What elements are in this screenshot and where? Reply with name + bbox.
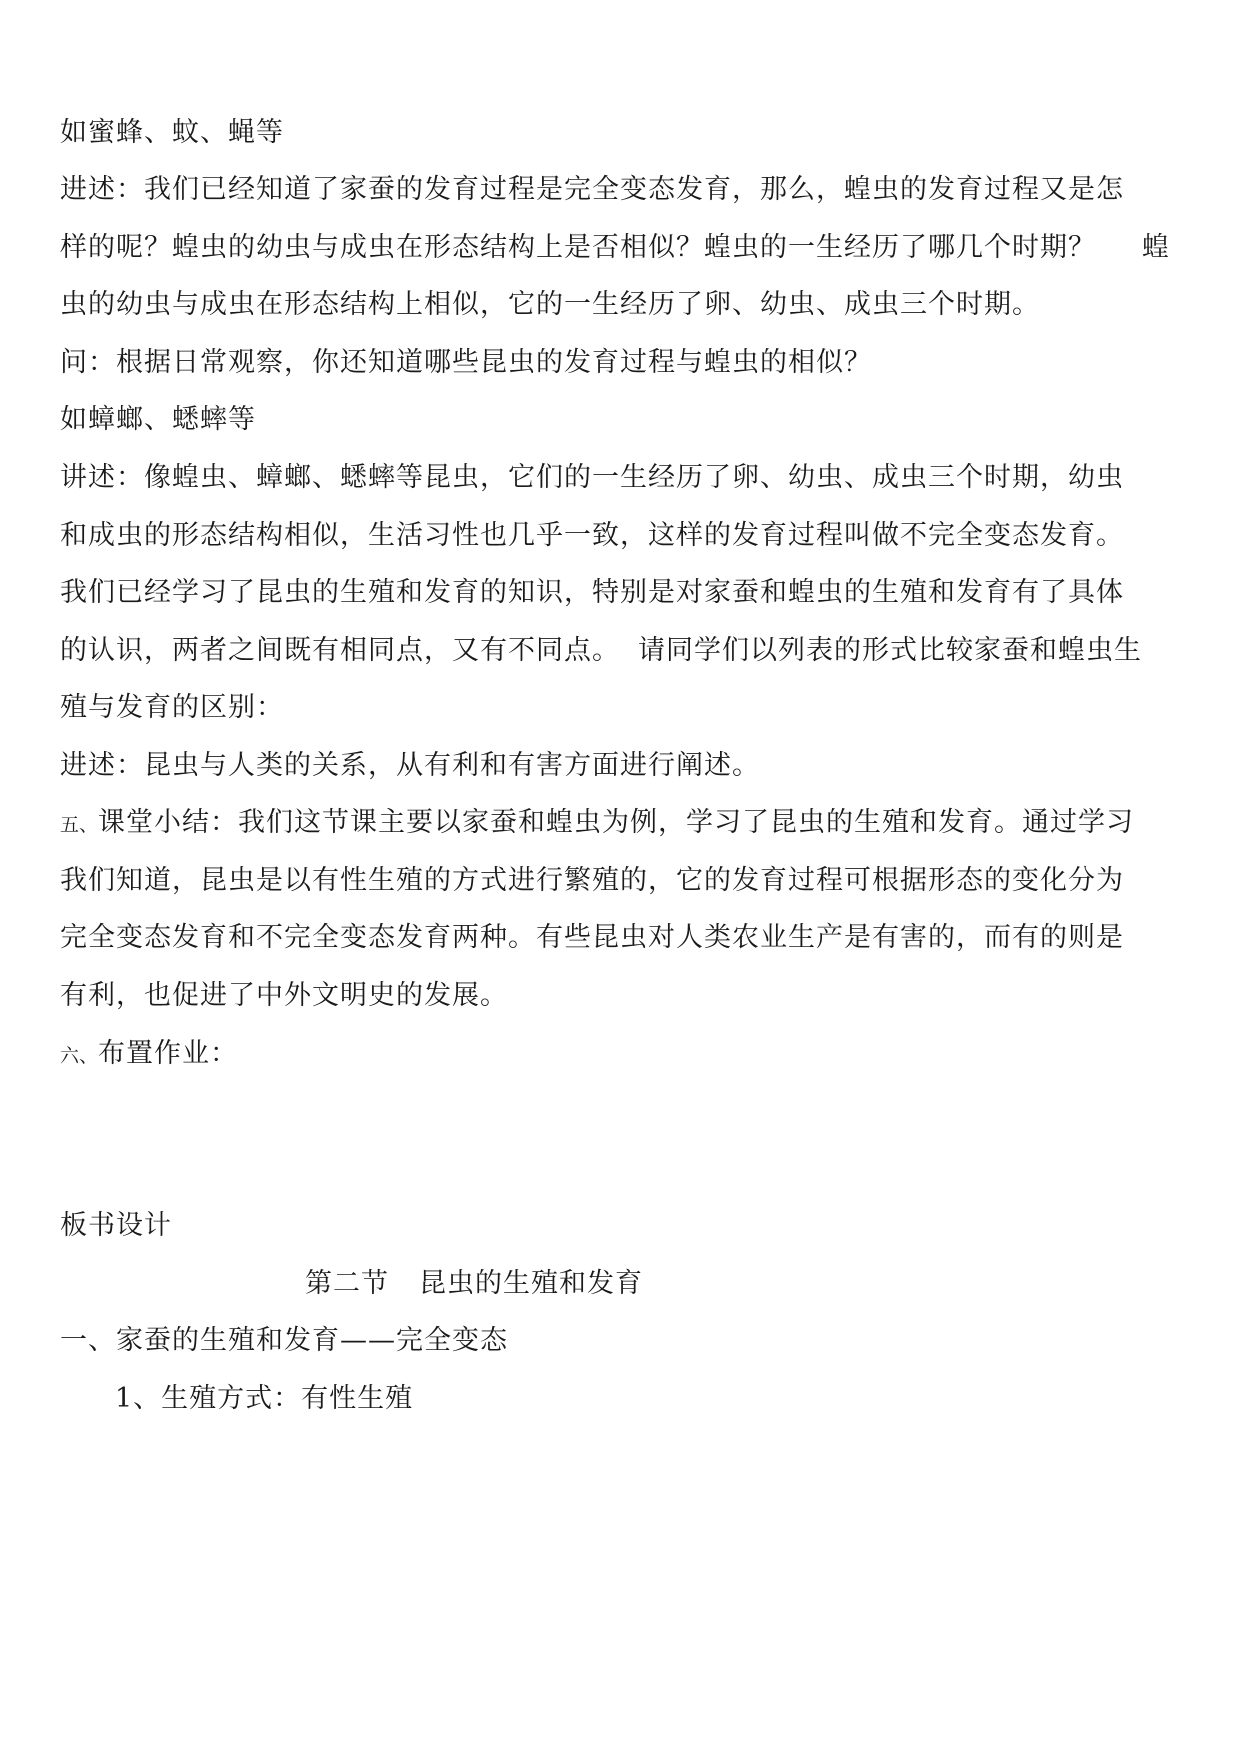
- line-text: 如蜜蜂、蚊、蝇等: [60, 117, 284, 148]
- text-line: [60, 575, 1124, 611]
- text-line: [60, 920, 1124, 956]
- line-text: 课堂小结：我们这节课主要以家蚕和蝗虫为例，学习了昆虫的生殖和发育。通过学习: [98, 807, 1135, 838]
- text-line: [60, 115, 284, 151]
- line-text: 1、生殖方式：有性生殖: [115, 1383, 414, 1414]
- text-line: [60, 863, 1124, 899]
- text-line: [60, 460, 1124, 496]
- text-line: [60, 518, 1124, 554]
- line-text: 布置作业：: [98, 1038, 239, 1069]
- section-title: [305, 1266, 643, 1302]
- line-text: 虫的幼虫与成虫在形态结构上相似，它的一生经历了卵、幼虫、成虫三个时期。: [60, 289, 1040, 320]
- line-text: 和成虫的形态结构相似，生活习性也几乎一致，这样的发育过程叫做不完全变态发育。: [60, 520, 1124, 551]
- section-label: 第二节: [305, 1268, 389, 1299]
- line-text: 板书设计: [60, 1210, 172, 1241]
- line-text: 进述：我们已经知道了家蚕的发育过程是完全变态发育，那么，蝗虫的发育过程又是怎: [60, 174, 1124, 205]
- section-number: 五、: [60, 814, 99, 836]
- outline-item: [60, 1323, 508, 1359]
- line-text: 我们已经学习了昆虫的生殖和发育的知识，特别是对家蚕和蝗虫的生殖和发育有了具体: [60, 577, 1124, 608]
- line-text-end: 蝗: [1142, 232, 1170, 263]
- line-text: 如蟑螂、蟋蟀等: [60, 404, 256, 435]
- section-number: 六、: [60, 1045, 99, 1067]
- text-line: [60, 287, 1040, 323]
- line-text: 进述：昆虫与人类的关系，从有利和有害方面进行阐述。: [60, 750, 760, 781]
- text-line: [60, 690, 284, 726]
- line-text: 请同学们以列表的形式比较家蚕和蝗虫生: [638, 635, 1142, 666]
- line-text: 一、家蚕的生殖和发育——完全变态: [60, 1325, 508, 1356]
- line-text: 有利，也促进了中外文明史的发展。: [60, 980, 508, 1011]
- line-text: 的认识，两者之间既有相同点，又有不同点。: [60, 635, 620, 666]
- text-line: [60, 1036, 238, 1074]
- text-line: [60, 748, 760, 784]
- text-line: [60, 345, 872, 381]
- line-text: 完全变态发育和不完全变态发育两种。有些昆虫对人类农业生产是有害的，而有的则是: [60, 922, 1124, 953]
- text-line: [60, 805, 1134, 843]
- line-text: 样的呢？蝗虫的幼虫与成虫在形态结构上是否相似？蝗虫的一生经历了哪几个时期？: [60, 232, 1096, 263]
- text-line: [60, 172, 1124, 208]
- line-text: 问：根据日常观察，你还知道哪些昆虫的发育过程与蝗虫的相似？: [60, 347, 872, 378]
- text-line: [60, 230, 1170, 266]
- section-name: 昆虫的生殖和发育: [419, 1268, 643, 1299]
- board-design-heading: [60, 1208, 172, 1244]
- line-text: 殖与发育的区别：: [60, 692, 284, 723]
- text-line: [60, 402, 256, 438]
- line-text: 我们知道，昆虫是以有性生殖的方式进行繁殖的，它的发育过程可根据形态的变化分为: [60, 865, 1124, 896]
- line-text: 讲述：像蝗虫、蟑螂、蟋蟀等昆虫，它们的一生经历了卵、幼虫、成虫三个时期，幼虫: [60, 462, 1124, 493]
- text-line: [60, 978, 508, 1014]
- text-line: [60, 633, 1142, 669]
- outline-subitem: [115, 1381, 413, 1417]
